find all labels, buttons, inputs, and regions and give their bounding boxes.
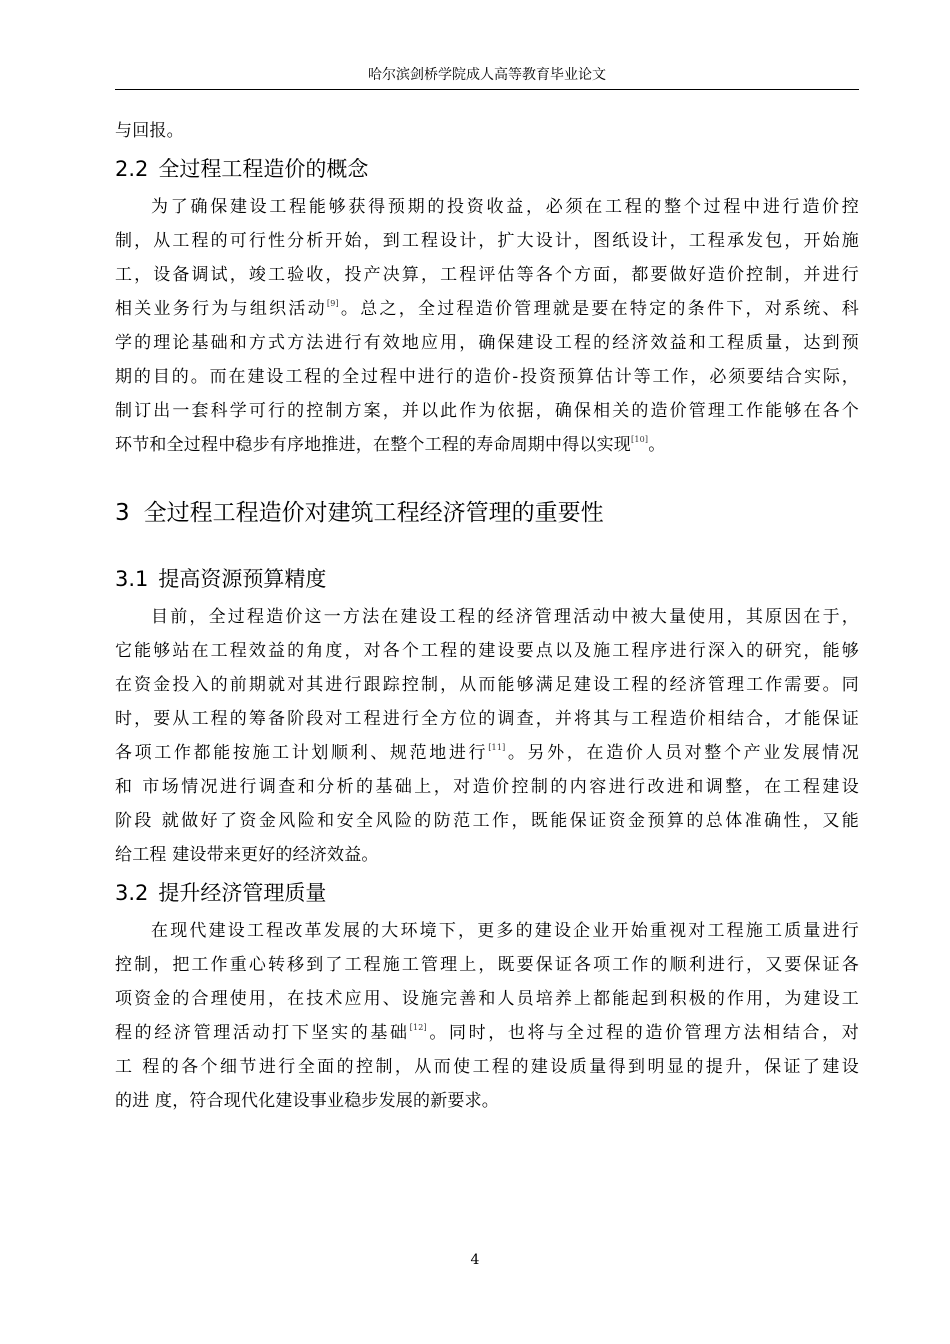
citation-ref: [12] bbox=[409, 1023, 427, 1032]
chapter-number: 3 bbox=[115, 500, 130, 526]
section-heading-2-2 bbox=[115, 148, 859, 190]
section-title: 全过程工程造价的概念 bbox=[158, 157, 369, 181]
text-run: 。同时，也将与全过程的造价管理方法相结合，对 bbox=[426, 1023, 860, 1043]
paragraph-line: 与回报。 bbox=[115, 121, 184, 141]
paragraph-line: 期的目的。而在建设工程的全过程中进行的造价-投资预算估计等工作，必须要结合实际， bbox=[115, 367, 859, 387]
paragraph-line: 工，设备调试，竣工验收，投产决算，工程评估等各个方面，都要做好造价控制，并进行 bbox=[115, 265, 859, 285]
paragraph-line: 在现代建设工程改革发展的大环境下，更多的建设企业开始重视对工程施工质量进行 bbox=[151, 921, 859, 941]
section-number: 3.1 bbox=[115, 567, 149, 591]
chapter-heading-3 bbox=[115, 488, 859, 538]
paragraph-line: 控制，把工作重心转移到了工程施工管理上，既要保证各项工作的顺利进行，又要保证各 bbox=[115, 955, 859, 975]
text-run: 相关业务行为与组织活动 bbox=[115, 299, 327, 319]
page-number: 4 bbox=[470, 1252, 480, 1268]
paragraph-line: 项资金的合理使用，在技术应用、设施完善和人员培养上都能起到积极的作用，为建设工 bbox=[115, 989, 859, 1009]
paragraph-line: 工 程的各个细节进行全面的控制，从而使工程的建设质量得到明显的提升，保证了建设 bbox=[115, 1057, 859, 1077]
section-title: 提高资源预算精度 bbox=[158, 567, 327, 591]
citation-ref: [10] bbox=[631, 435, 649, 444]
citation-ref: [9] bbox=[326, 299, 339, 308]
paragraph-line: 的进 度，符合现代化建设事业稳步发展的新要求。 bbox=[115, 1091, 500, 1111]
text-run: 环节和全过程中稳步有序地推进，在整个工程的寿命周期中得以实现 bbox=[115, 435, 631, 455]
paragraph-line bbox=[115, 428, 859, 462]
text-run: 程的经济管理活动打下坚实的基础 bbox=[115, 1023, 410, 1043]
section-number: 3.2 bbox=[115, 881, 149, 905]
chapter-title: 全过程工程造价对建筑工程经济管理的重要性 bbox=[143, 500, 604, 526]
text-run: 各项工作都能按施工计划顺利、规范地进行 bbox=[115, 743, 489, 763]
text-run: 。另外，在造价人员对整个产业发展情况 bbox=[505, 743, 859, 763]
header-rule bbox=[115, 89, 859, 90]
paragraph-line: 为了确保建设工程能够获得预期的投资收益，必须在工程的整个过程中进行造价控 bbox=[151, 197, 859, 217]
paragraph-line: 目前，全过程造价这一方法在建设工程的经济管理活动中被大量使用，其原因在于， bbox=[151, 607, 859, 627]
paragraph-line: 制，从工程的可行性分析开始，到工程设计，扩大设计，图纸设计，工程承发包，开始施 bbox=[115, 231, 859, 251]
paragraph-line: 它能够站在工程效益的角度，对各个工程的建设要点以及施工程序进行深入的研究，能够 bbox=[115, 641, 859, 661]
paragraph-line bbox=[115, 292, 859, 326]
paragraph-line: 和 市场情况进行调查和分析的基础上，对造价控制的内容进行改进和调整，在工程建设 bbox=[115, 777, 859, 797]
paragraph-line: 制订出一套科学可行的控制方案，并以此作为依据，确保相关的造价管理工作能够在各个 bbox=[115, 401, 859, 421]
paragraph-line: 给工程 建设带来更好的经济效益。 bbox=[115, 845, 379, 865]
paragraph-line: 时，要从工程的筹备阶段对工程进行全方位的调查，并将其与工程造价相结合，才能保证 bbox=[115, 709, 859, 729]
section-heading-3-1 bbox=[115, 558, 859, 600]
section-title: 提升经济管理质量 bbox=[158, 881, 327, 905]
section-heading-3-2 bbox=[115, 872, 859, 914]
page-body bbox=[115, 114, 859, 1118]
section-number: 2.2 bbox=[115, 157, 149, 181]
paragraph-line: 学的理论基础和方式方法进行有效地应用，确保建设工程的经济效益和工程质量，达到预 bbox=[115, 333, 859, 353]
paragraph-line bbox=[115, 1016, 859, 1050]
paragraph-line: 在资金投入的前期就对其进行跟踪控制，从而能够满足建设工程的经济管理工作需要。同 bbox=[115, 675, 859, 695]
running-header: 哈尔滨剑桥学院成人高等教育毕业论文 bbox=[368, 67, 606, 83]
citation-ref: [11] bbox=[488, 743, 506, 752]
paragraph-line: 阶段 就做好了资金风险和安全风险的防范工作，既能保证资金预算的总体准确性，又能 bbox=[115, 811, 859, 831]
text-run: 。总之，全过程造价管理就是要在特定的条件下，对系统、科 bbox=[338, 299, 860, 319]
text-run: 。 bbox=[648, 435, 666, 455]
paragraph-line bbox=[115, 736, 859, 770]
